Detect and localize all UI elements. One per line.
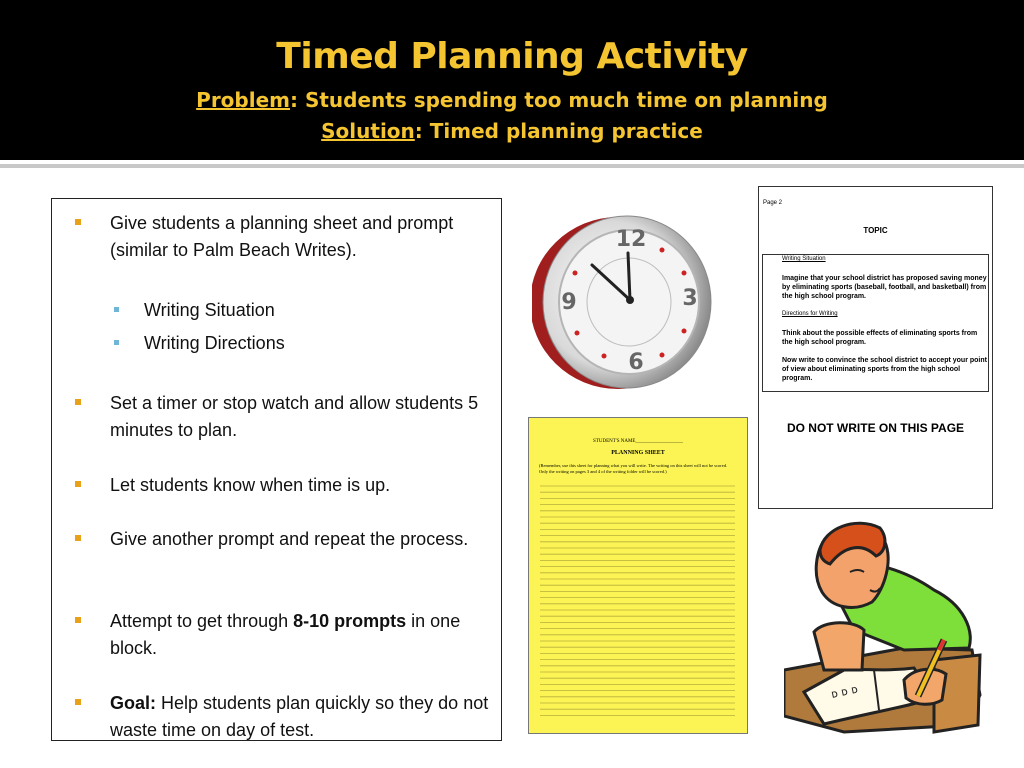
bullet-text-bold: 8-10 prompts <box>293 611 407 631</box>
clock-numeral-6: 6 <box>628 350 644 375</box>
bullet-marker <box>75 399 81 405</box>
directions-text: Think about the possible effects of eliminating sports from the high school program. <box>782 330 978 346</box>
sub-bullet-marker <box>114 307 119 312</box>
problem-line <box>0 88 1024 112</box>
bullet-text-bold: Goal: <box>110 693 157 713</box>
problem-label: Problem <box>196 88 290 112</box>
bullet-marker <box>75 617 81 623</box>
student-name-line: STUDENT'S NAME___________________ <box>593 439 683 444</box>
prompt-page-image <box>758 186 993 509</box>
bullet-text-pre: Attempt to get through <box>110 611 294 631</box>
bullet-marker <box>75 219 81 225</box>
sub-bullet-marker <box>114 340 119 345</box>
bullet-marker <box>75 699 81 705</box>
writing-situation-text: Imagine that your school district has proposed saving money by eliminating sports (baseball, football, and basketball) from the high school program. <box>782 275 987 300</box>
clock-numeral-12: 12 <box>615 227 647 252</box>
bullet-marker <box>75 535 81 541</box>
directions-label: Directions for Writing <box>782 311 838 317</box>
topic-heading: TOPIC <box>863 226 888 235</box>
solution-line <box>0 119 1024 143</box>
divider <box>0 164 1024 168</box>
bullet-text: Let students know when time is up. <box>110 475 391 495</box>
bullet-text: Set a timer or stop watch and allow students 5 minutes to plan. <box>110 393 479 440</box>
ruled-lines <box>540 484 736 724</box>
bullet-text <box>110 608 495 662</box>
bullet-text-post: in one block. <box>110 611 461 658</box>
bullet-text <box>110 690 495 744</box>
bullet-text: Give students a planning sheet and prompt (similar to Palm Beach Writes). <box>110 213 454 260</box>
do-not-write-notice: DO NOT WRITE ON THIS PAGE <box>786 421 965 435</box>
bullet-marker <box>75 481 81 487</box>
page-number: Page 2 <box>763 200 783 206</box>
slide-title: Timed Planning Activity <box>276 36 748 77</box>
sub-bullet-text: Writing Directions <box>144 333 285 353</box>
student-writing-icon <box>784 520 984 744</box>
planning-sheet-image <box>528 417 748 734</box>
clock-icon <box>532 213 716 393</box>
clock-numeral-9: 9 <box>561 290 577 315</box>
directions-text: Now write to convince the school district to accept your point of view about eliminating sports from the high school program. <box>782 357 987 382</box>
solution-label: Solution <box>321 119 415 143</box>
sub-bullet-text: Writing Situation <box>144 300 275 320</box>
bullet-text: Give another prompt and repeat the process. <box>110 529 469 549</box>
planning-sheet-title: PLANNING SHEET <box>611 450 665 456</box>
svg-text:ᴅ ᴅ ᴅ: ᴅ ᴅ ᴅ <box>829 682 860 701</box>
planning-sheet-note: (Remember, use this sheet for planning what you will write. The writing on this sheet will not be scored. Only the writing on pages 3 and 4 of the writing folder will be scored.) <box>539 463 728 474</box>
problem-text: : Students spending too much time on planning <box>290 88 828 112</box>
writing-situation-label: Writing Situation <box>782 256 826 262</box>
bullet-text-post: Help students plan quickly so they do not waste time on day of test. <box>110 693 489 740</box>
solution-text: : Timed planning practice <box>414 119 703 143</box>
clock-numeral-3: 3 <box>682 286 698 311</box>
